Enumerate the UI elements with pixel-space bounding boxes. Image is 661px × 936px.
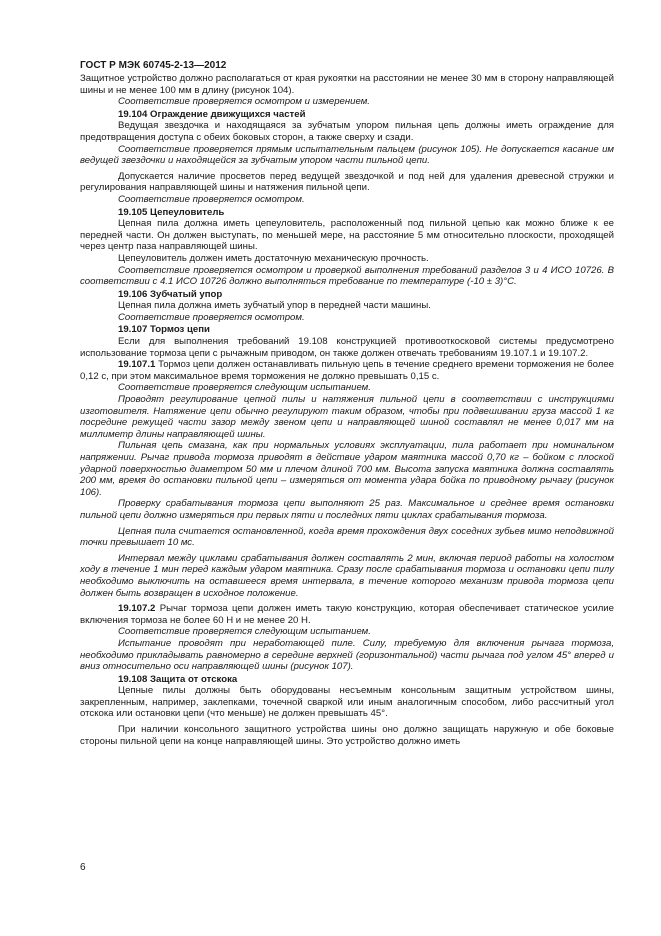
paragraph: [80, 359, 614, 382]
compliance-note: Соответствие проверяется осмотром и измерением.: [118, 96, 370, 108]
section-heading: 19.105 Цепеуловитель: [118, 206, 225, 218]
test-procedure: Проводят регулирование цепной пилы и натяжения пильной цепи в соответствии с инструкциями изготовителя. Натяжение цепи обычно регулируют таким образом, чтобы при подвешивании груза массой 1 кг посредине режущей части зазор между звеном цепи и направляющей шиной составлял не менее 0,017 мм на миллиметр длины направляющей шины.: [80, 394, 614, 440]
compliance-note: Соответствие проверяется осмотром и проверкой выполнения требований разделов 3 и 4 ИСО 10726. В соответствии с 4.1 ИСО 10726 должно выполняться требование по температуре (-10 ± 3)°С.: [80, 264, 614, 288]
paragraph: Если для выполнения требований 19.108 конструкцией противооткосковой системы предусмотрено использование тормоза цепи с рычажным приводом, он также должен отвечать требованиям 19.107.1 и 19.107.2.: [80, 336, 614, 359]
paragraph: Цепные пилы должны быть оборудованы несъемным консольным защитным устройством шины, закрепленным, например, заклепками, точечной сваркой или иным аналогичным способом, либо рассчитный угол отскока или остановки цепи (что меньше) не должен превышать 45°.: [80, 685, 614, 720]
paragraph: [80, 603, 614, 626]
test-procedure: Пильная цепь смазана, как при нормальных условиях эксплуатации, пила работает при номинальном напряжении. Рычаг привода тормоза приводят в действие ударом маятника массой 0,70 кг – бойком с плоской ударной поверхностью диаметром 50 мм и плечом длиной 700 мм. Высота запуска маятника должна составлять 200 мм, время до остановки пильной цепи – измеряться от момента удара бойка по приводному рычагу (рисунок 106).: [80, 440, 614, 498]
compliance-note: Соответствие проверяется осмотром.: [118, 193, 305, 205]
clause-text: Рычаг тормоза цепи должен иметь такую конструкцию, которая обеспечивает статическое усилие включения тормоза не более 60 Н и не менее 20 Н.: [80, 603, 614, 626]
clause-text: Тормоз цепи должен останавливать пильную цепь в течение среднего времени торможения не более 0,12 с, при этом максимальное время торможения не должно превышать 0,15 с.: [80, 359, 614, 382]
paragraph: При наличии консольного защитного устройства шины оно должно защищать наружную и обе боковые стороны пильной цепи на конце направляющей шины. Это устройство должно иметь: [80, 724, 614, 747]
paragraph: Цепеуловитель должен иметь достаточную механическую прочность.: [118, 252, 429, 264]
clause-number: 19.107.1: [118, 359, 156, 371]
test-procedure: Цепная пила считается остановленной, когда время прохождения двух соседних зубьев мимо неподвижной точки превышает 10 мс.: [80, 525, 614, 549]
compliance-note: Соответствие проверяется прямым испытательным пальцем (рисунок 105). Не допускается касание им ведущей звездочки и находящейся за зубчатым упором части пильной цепи.: [80, 143, 614, 167]
paragraph: Цепная пила должна иметь зубчатый упор в передней части машины.: [118, 300, 431, 312]
test-procedure: Интервал между циклами срабатывания должен составлять 2 мин, включая период работы на холостом ходу в течение 1 мин перед каждым ударом маятника. Сразу после срабатывания тормоза и остановки цепи пилу необходимо выключить на оставшееся время интервала, в течение которого механизм привода тормоза цепи должен быть возвращен в исходное положение.: [80, 552, 614, 599]
clause-number: 19.107.2: [118, 603, 156, 615]
paragraph: Цепная пила должна иметь цепеуловитель, расположенный под пильной цепью как можно ближе к ее передней части. Он должен выступать, по меньшей мере, на расстояние 5 мм относительно плоскости, проходящей через центр паза направляющей шины.: [80, 218, 614, 253]
section-heading: 19.106 Зубчатый упор: [118, 288, 223, 300]
compliance-note: Соответствие проверяется осмотром.: [118, 311, 305, 323]
test-procedure: Испытание проводят при неработающей пиле. Силу, требуемую для включения рычага тормоза, необходимо прикладывать равномерно в середине верхней (горизонтальной) части рычага под углом 45° вперед и вниз относительно оси направляющей шины (рисунок 107).: [80, 637, 614, 673]
compliance-note: Соответствие проверяется следующим испытанием.: [118, 626, 371, 638]
document-header: ГОСТ Р МЭК 60745-2-13—2012: [80, 60, 227, 71]
section-heading: 19.108 Защита от отскока: [118, 673, 238, 685]
paragraph: Допускается наличие просветов перед ведущей звездочкой и под ней для удаления древесной стружки и регулирования направляющей шины и натяжения пильной цепи.: [80, 170, 614, 194]
section-heading: 19.107 Тормоз цепи: [118, 324, 210, 336]
paragraph: Ведущая звездочка и находящаяся за зубчатым упором пильная цепь должны иметь ограждение для предотвращения доступа с обеих боковых сторон, а также сверху и сзади.: [80, 120, 614, 143]
page-number: 6: [80, 862, 86, 873]
document-page: [80, 60, 614, 747]
paragraph: Защитное устройство должно располагаться от края рукоятки на расстоянии не менее 30 мм в сторону направляющей шины и не менее 100 мм в длину (рисунок 104).: [80, 73, 614, 96]
section-heading: 19.104 Ограждение движущихся частей: [118, 108, 306, 120]
test-procedure: Проверку срабатывания тормоза цепи выполняют 25 раз. Максимальное и среднее время остановки пильной цепи должно измеряться при первых пяти и последних пяти циклах срабатывания тормоза.: [80, 498, 614, 521]
compliance-note: Соответствие проверяется следующим испытанием.: [118, 382, 371, 394]
